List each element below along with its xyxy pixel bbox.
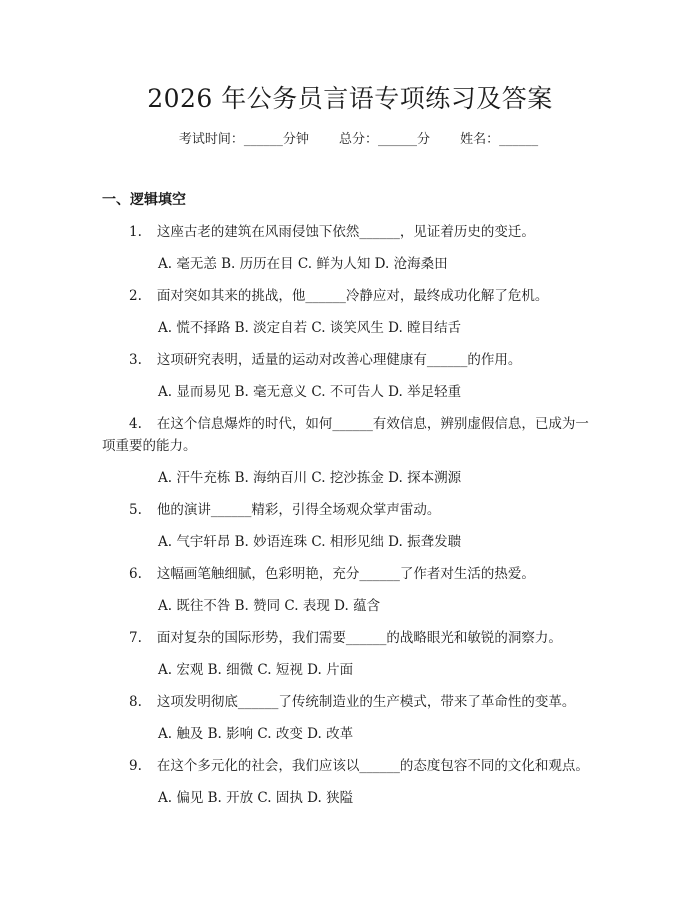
question-item [102, 755, 602, 808]
question-number: 1. [129, 224, 142, 240]
question-number: 8. [129, 694, 142, 710]
question-item [102, 691, 602, 744]
question-text: 面对突如其来的挑战，他______冷静应对，最终成功化解了危机。 [156, 288, 549, 304]
question-stem [102, 285, 602, 307]
question-text: 这幅画笔触细腻，色彩明艳，充分______了作者对生活的热爱。 [156, 566, 535, 582]
question-text: 这项研究表明，适量的运动对改善心理健康有______的作用。 [156, 352, 522, 368]
question-text: 这项发明彻底______了传统制造业的生产模式，带来了革命性的变革。 [156, 694, 576, 710]
question-number: 9. [129, 758, 142, 774]
question-stem [102, 691, 602, 713]
question-options: A. 显而易见 B. 毫无意义 C. 不可告人 D. 举足轻重 [158, 384, 462, 400]
question-options: A. 毫无恙 B. 历历在目 C. 鲜为人知 D. 沧海桑田 [158, 256, 448, 272]
question-options: A. 触及 B. 影响 C. 改变 D. 改革 [158, 726, 354, 742]
question-stem [102, 413, 602, 457]
section-title: 一、逻辑填空 [102, 192, 186, 208]
question-list [102, 221, 602, 819]
question-item [102, 627, 602, 680]
question-text: 在这个多元化的社会，我们应该以______的态度包容不同的文化和观点。 [156, 758, 589, 774]
exam-meta [0, 131, 700, 149]
total-score-field: 总分：______分 [338, 132, 430, 147]
question-item [102, 349, 602, 402]
question-item [102, 221, 602, 274]
question-item [102, 499, 602, 552]
question-options: A. 宏观 B. 细微 C. 短视 D. 片面 [158, 662, 354, 678]
name-field: 姓名：______ [460, 132, 539, 147]
exam-time-field: 考试时间：______分钟 [178, 132, 309, 147]
question-text: 在这个信息爆炸的时代，如何______有效信息，辨别虚假信息，已成为一项重要的能力。 [102, 416, 589, 454]
question-options: A. 慌不择路 B. 淡定自若 C. 谈笑风生 D. 瞠目结舌 [158, 320, 462, 336]
question-number: 5. [129, 502, 142, 518]
question-options: A. 偏见 B. 开放 C. 固执 D. 狭隘 [158, 790, 354, 806]
question-options: A. 气宇轩昂 B. 妙语连珠 C. 相形见绌 D. 振聋发聩 [158, 534, 462, 550]
question-number: 4. [129, 416, 142, 432]
question-stem [102, 499, 602, 521]
question-number: 7. [129, 630, 142, 646]
question-stem [102, 627, 602, 649]
question-number: 3. [129, 352, 142, 368]
question-stem [102, 755, 602, 777]
question-stem [102, 349, 602, 371]
question-stem [102, 221, 602, 243]
question-options: A. 汗牛充栋 B. 海纳百川 C. 挖沙拣金 D. 探本溯源 [158, 470, 462, 486]
question-item [102, 285, 602, 338]
question-number: 2. [129, 288, 142, 304]
question-text: 面对复杂的国际形势，我们需要______的战略眼光和敏锐的洞察力。 [156, 630, 562, 646]
page-title: 2026 年公务员言语专项练习及答案 [147, 84, 553, 113]
question-item [102, 563, 602, 616]
question-number: 6. [129, 566, 142, 582]
question-item [102, 413, 602, 488]
question-text: 这座古老的建筑在风雨侵蚀下依然______，见证着历史的变迁。 [156, 224, 535, 240]
question-stem [102, 563, 602, 585]
question-text: 他的演讲______精彩，引得全场观众掌声雷动。 [156, 502, 441, 518]
question-options: A. 既往不咎 B. 赞同 C. 表现 D. 蕴含 [158, 598, 381, 614]
